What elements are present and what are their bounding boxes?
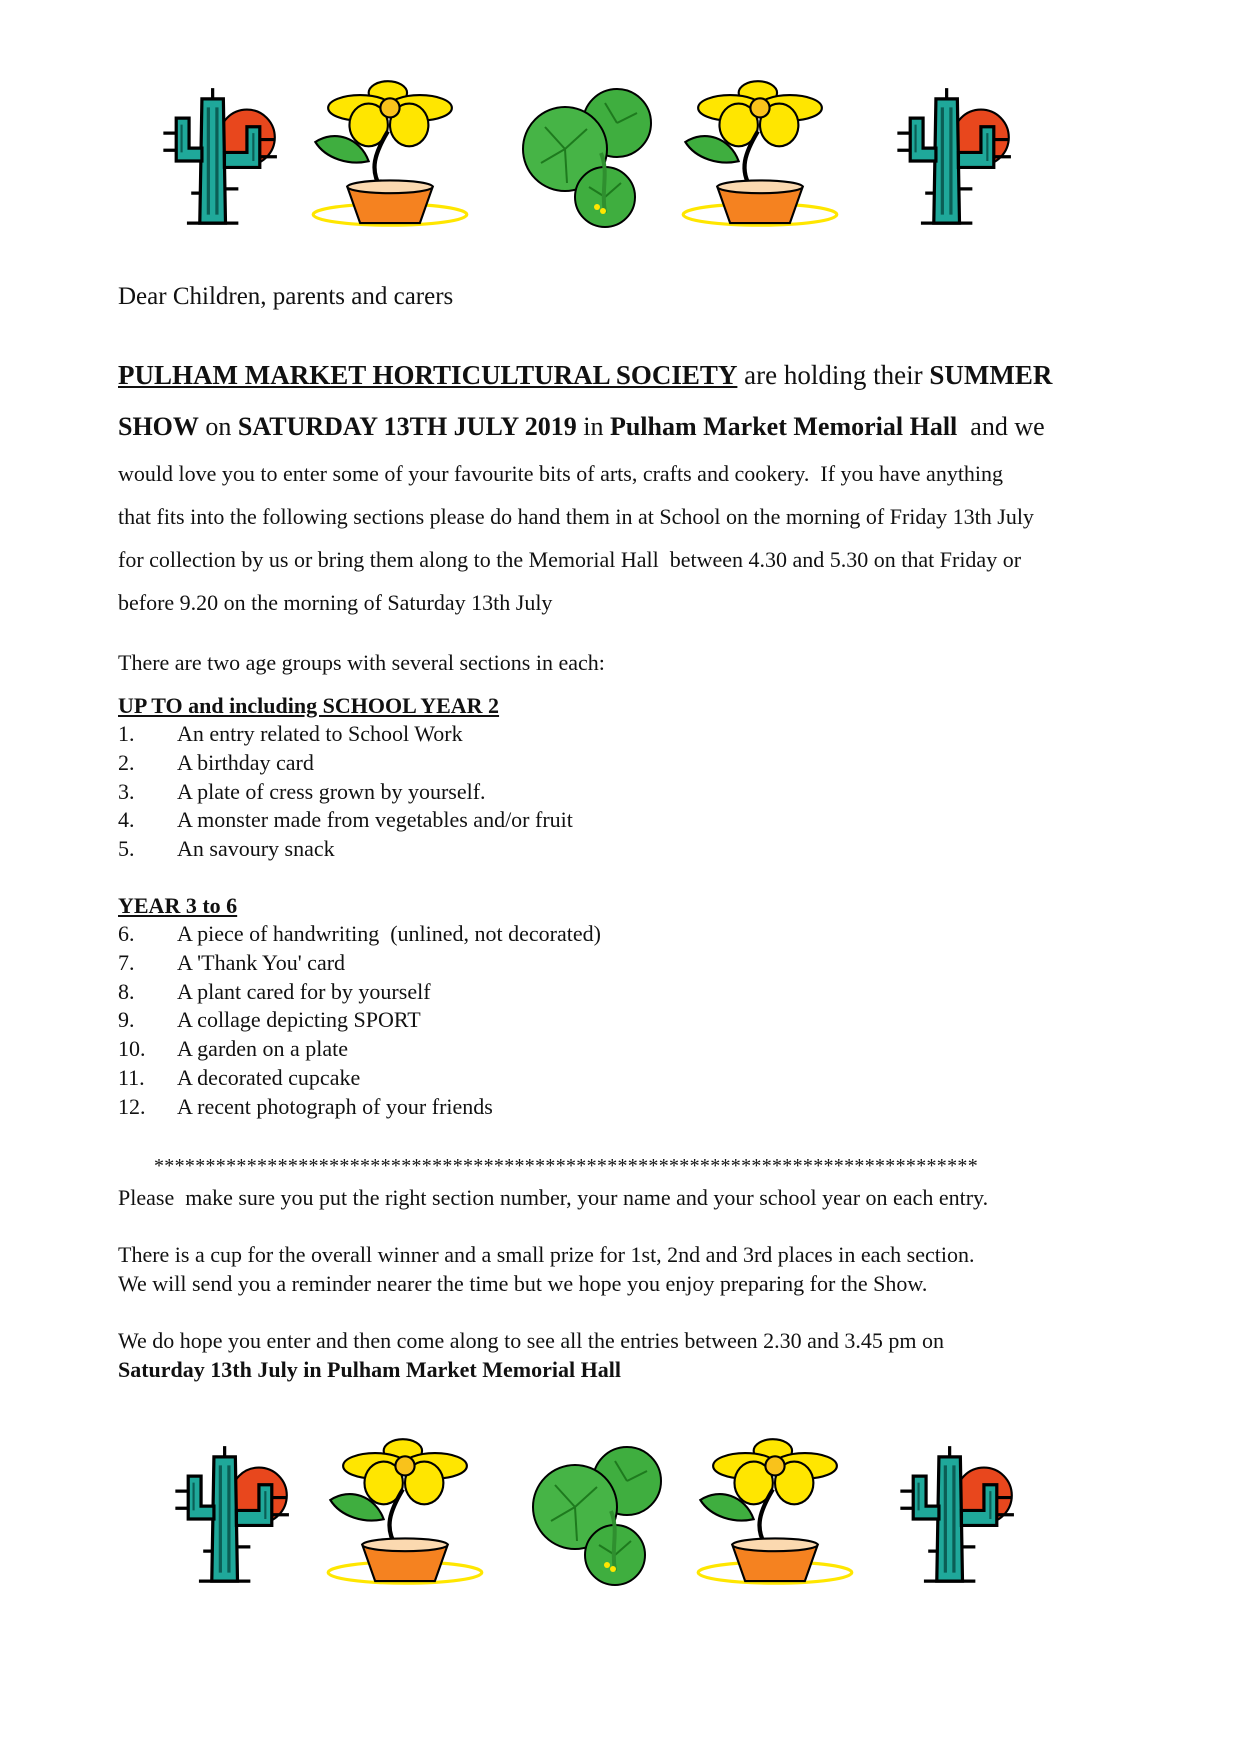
group2-heading: YEAR 3 to 6	[118, 893, 238, 918]
show-date: SATURDAY 13TH JULY 2019	[237, 412, 577, 441]
flower-pot-icon	[328, 1439, 482, 1583]
list-item: 10. A garden on a plate	[118, 1036, 349, 1062]
notes-section	[118, 1183, 988, 1412]
leafy-plant-icon	[533, 1447, 661, 1585]
list-item: 11. A decorated cupcake	[118, 1064, 361, 1090]
leafy-plant-icon	[523, 89, 651, 227]
top-decorative-banner	[0, 76, 1241, 236]
show-name-part1: SUMMER	[929, 360, 1053, 390]
show-venue: Pulham Market Memorial Hall	[609, 412, 958, 441]
list-item: 1. An entry related to School Work	[118, 721, 463, 746]
entry-instruction: Please make sure you put the right section number, your name and your school year on each entry.	[118, 1185, 989, 1210]
list-item: 5. An savoury snack	[118, 836, 335, 862]
list-item: 7. A 'Thank You' card	[118, 949, 346, 975]
cactus-icon	[175, 1446, 289, 1581]
intro-body-line: before 9.20 on the morning of Saturday 13th July	[118, 590, 553, 615]
list-item: 2. A birthday card	[118, 749, 314, 775]
intro-body-line: for collection by us or bring them along to the Memorial Hall between 4.30 and 5.30 on that Friday or	[118, 547, 1022, 572]
age-groups-intro: There are two age groups with several sections in each:	[118, 650, 605, 675]
separator: ********************************************************************************	[154, 1155, 978, 1177]
list-item: 8. A plant cared for by yourself	[118, 978, 431, 1004]
list-item: 3. A plate of cress grown by yourself.	[118, 778, 486, 804]
visit-info: We do hope you enter and then come along to see all the entries between 2.30 and 3.45 pm on Saturday 13th July in Pulham Market Memorial Hall	[118, 1328, 945, 1382]
cactus-icon	[163, 88, 277, 223]
flower-pot-icon	[698, 1439, 852, 1583]
list-item: 6. A piece of handwriting (unlined, not decorated)	[118, 921, 601, 946]
group2-list	[118, 920, 601, 1122]
group1-heading: UP TO and including SCHOOL YEAR 2	[118, 693, 500, 718]
group1-list	[118, 720, 573, 864]
list-item: 12. A recent photograph of your friends	[118, 1093, 493, 1119]
list-item: 4. A monster made from vegetables and/or fruit	[118, 807, 573, 833]
show-name-part2: SHOW	[118, 412, 199, 441]
intro-body-line: that fits into the following sections please do hand them in at School on the morning of Friday 13th July	[118, 504, 1034, 529]
flower-pot-icon	[313, 81, 467, 225]
society-name: PULHAM MARKET HORTICULTURAL SOCIETY	[118, 360, 738, 390]
greeting: Dear Children, parents and carers	[118, 283, 454, 310]
bottom-decorative-banner	[0, 1432, 1241, 1592]
list-item: 9. A collage depicting SPORT	[118, 1007, 421, 1033]
intro-paragraph: PULHAM MARKET HORTICULTURAL SOCIETY are holding their SUMMER SHOW on SATURDAY 13TH JULY 2019 in Pulham Market Memorial Hall and we would love you to enter some of your favourite bits of arts, crafts and cookery. If you have anything that fits into the following sections please do hand them in at School on the morning of Friday 13th July for collection by us or bring them along to the Memorial Hall between 4.30 and 5.30 on that Friday or before 9.20 on the morning of Saturday 13th July	[118, 350, 1158, 624]
cactus-icon	[897, 88, 1011, 223]
cactus-icon	[900, 1446, 1014, 1581]
flower-pot-icon	[683, 81, 837, 225]
intro-body-line: would love you to enter some of your favourite bits of arts, crafts and cookery. If you have anything	[118, 461, 1004, 486]
visit-date-venue: Saturday 13th July in Pulham Market Memorial Hall	[118, 1357, 621, 1382]
prize-info: There is a cup for the overall winner and a small prize for 1st, 2nd and 3rd places in each section. We will send you a reminder nearer the time but we hope you enjoy preparing for the Show.	[118, 1242, 975, 1296]
